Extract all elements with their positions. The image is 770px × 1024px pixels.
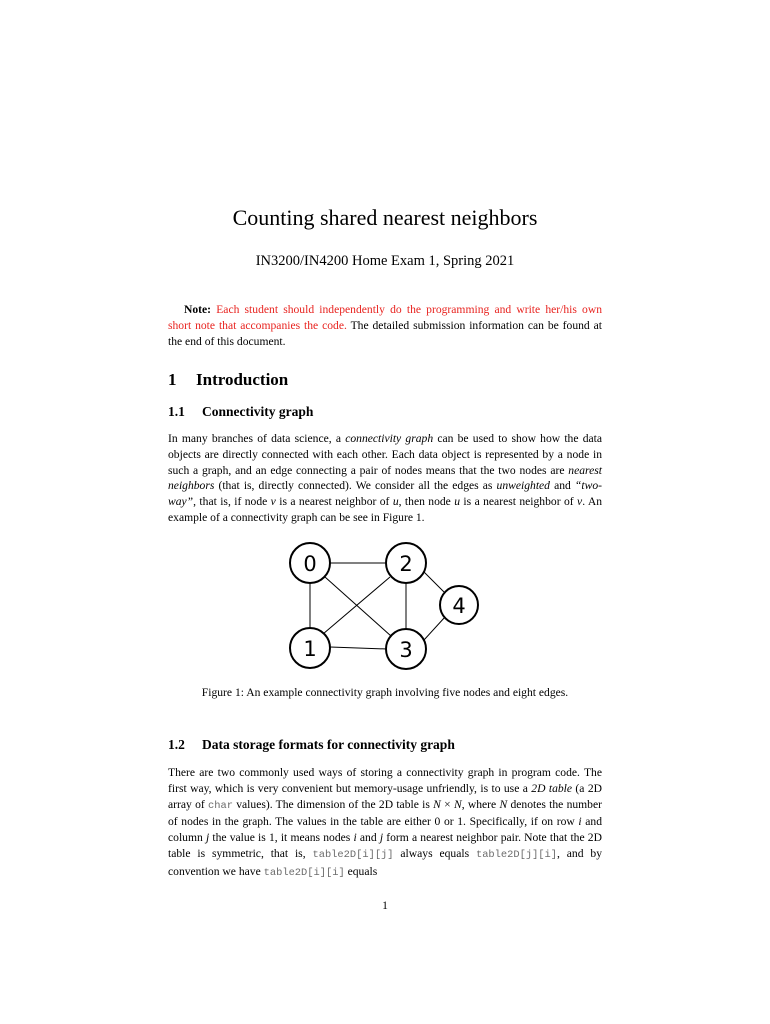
edge-1-3 bbox=[330, 647, 387, 649]
paper-title: Counting shared nearest neighbors bbox=[232, 205, 538, 230]
paragraph-data-storage: There are two commonly used ways of storing a connectivity graph in program code. The first way, which is very convenient but memory-usage unfriendly, is to use a 2D table (a 2D array of char values). The dimension of the 2D table is N × N, where N denotes the number of nodes in the graph. The values in the table are either 0 or 1. Specifically, if on row i and column j the value is 1, it means nodes i and j form a nearest neighbor pair. Note that the 2D table is symmetric, that is, table2D[i][j] always equals table2D[j][i], and by convention we have table2D[i][i] equals bbox=[168, 766, 602, 879]
paragraph-connectivity-graph: In many branches of data science, a connectivity graph can be used to show how the data objects are directly connected with each other. Each data object is represented by a node in such a graph, and an edge connecting a pair of nodes means that the two nodes are nearest neighbors (that is, directly connected). We consider all the edges as unweighted and “two-way”, that is, if node v is a nearest neighbor of u, then node u is a nearest neighbor of v. An example of a connectivity graph can be see in Figure 1. bbox=[168, 432, 603, 524]
note-black-text: The detailed submission information can be found at the end of this document. bbox=[168, 318, 602, 348]
node-label-4: 4 bbox=[452, 594, 466, 618]
subsection-title: Connectivity graph bbox=[202, 404, 314, 419]
edge-2-4 bbox=[424, 572, 445, 593]
paper-subtitle: IN3200/IN4200 Home Exam 1, Spring 2021 bbox=[255, 253, 515, 269]
node-label-1: 1 bbox=[303, 637, 317, 661]
graph-nodes bbox=[290, 543, 478, 669]
node-label-3: 3 bbox=[399, 638, 413, 662]
edge-0-3 bbox=[325, 577, 391, 636]
subsection-number: 1.2 bbox=[168, 737, 185, 752]
note-red-text: Each student should independently do the programming and write her/his own short note that accompanies the code. bbox=[168, 303, 602, 332]
node-label-2: 2 bbox=[399, 552, 413, 576]
subsection-heading-connectivity-graph bbox=[168, 404, 313, 420]
subsection-heading-data-storage bbox=[168, 737, 455, 753]
edge-2-1 bbox=[323, 577, 390, 634]
subsection-number: 1.1 bbox=[168, 404, 185, 419]
figure-caption: Figure 1: An example connectivity graph involving five nodes and eight edges. bbox=[201, 686, 569, 699]
section-title: Introduction bbox=[196, 370, 289, 389]
note-label: Note: bbox=[184, 303, 212, 316]
connectivity-graph-figure bbox=[285, 538, 485, 673]
node-label-0: 0 bbox=[303, 552, 317, 576]
section-heading-introduction bbox=[168, 370, 288, 390]
edge-3-4 bbox=[424, 617, 445, 640]
graph-edges bbox=[310, 563, 445, 649]
note-paragraph bbox=[168, 302, 602, 349]
subsection-title: Data storage formats for connectivity graph bbox=[202, 737, 455, 752]
section-number: 1 bbox=[168, 370, 177, 389]
page-number: 1 bbox=[382, 899, 388, 912]
